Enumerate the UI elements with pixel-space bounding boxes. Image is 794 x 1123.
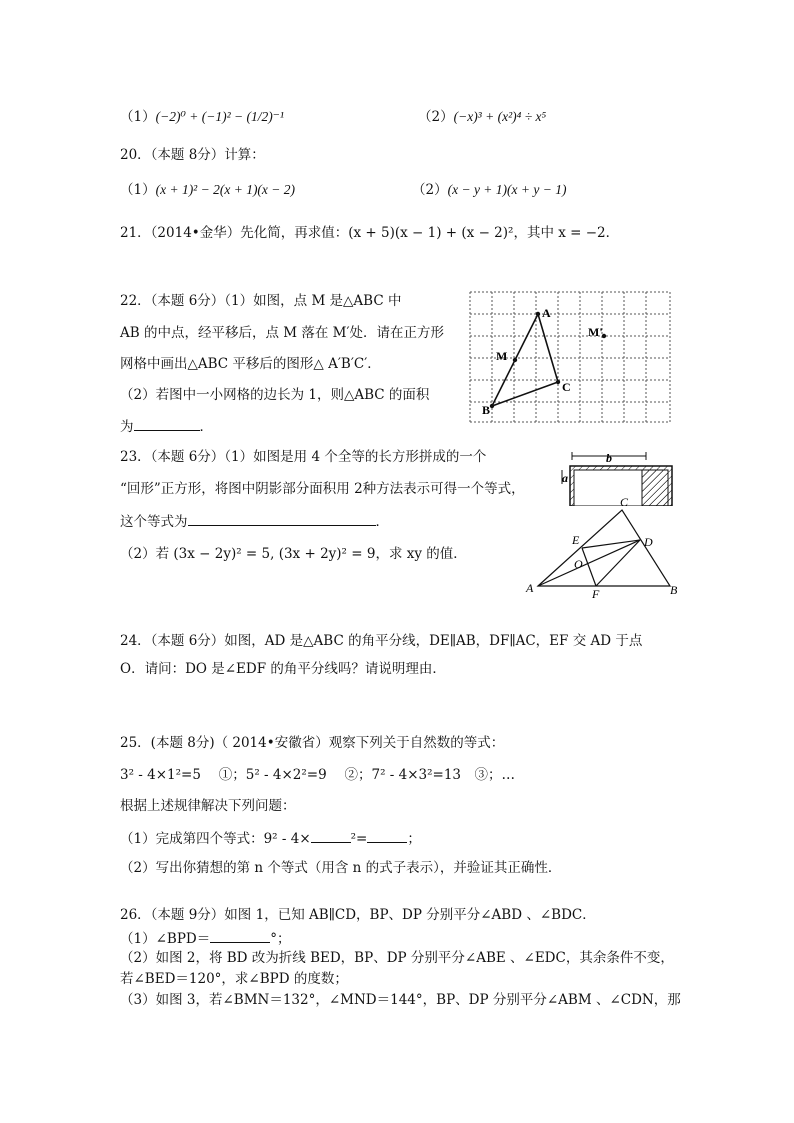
q20-part2 xyxy=(412,181,566,199)
q26-line5: （3）如图 3，若∠BMN＝132°，∠MND＝144°，BP、DP 分别平分∠ABM 、∠CDN，那 xyxy=(120,992,681,1008)
segment-df xyxy=(596,540,640,586)
q26-line2 xyxy=(120,928,290,948)
q26-line4: 若∠BED＝120°，求∠BPD 的度数； xyxy=(120,971,348,987)
q21-text: 21．（2014•金华）先化简，再求值：(x + 5)(x − 1) + (x − 2)²，其中 x = −2． xyxy=(120,225,620,241)
q22-line3: 网格中画出△ABC 平移后的图形△ A′B′C′． xyxy=(120,356,381,372)
q25-line2: 3² - 4×1²=5 ①；5² - 4×2²=9 ②；7² - 4×3²=13 ③；… xyxy=(120,767,516,783)
label-b: b xyxy=(606,451,612,465)
q23-line1: 23．（本题 6分）（1）如图是用 4 个全等的长方形拼成的一个 xyxy=(120,449,487,465)
q23-line3-end: ． xyxy=(375,514,389,530)
q26-line1: 26．（本题 9分）如图 1，已知 AB∥CD，BP、DP 分别平分∠ABD 、∠BDC． xyxy=(120,907,596,923)
q22-line1: 22．（本题 6分）（1）如图，点 M 是△ABC 中 xyxy=(120,293,402,309)
q22-answer-blank[interactable] xyxy=(134,416,200,431)
q20-part2-expression: (x − y + 1)(x + y − 1) xyxy=(447,182,567,197)
q24-line2: O．请问：DO 是∠EDF 的角平分线吗？请说明理由． xyxy=(120,661,446,677)
q19-part2 xyxy=(418,108,546,126)
label-a: A xyxy=(542,306,551,320)
label-d: D xyxy=(644,535,653,549)
q19-part1-expression: (−2)⁰ + (−1)² − (1/2)⁻¹ xyxy=(155,109,284,124)
q20-part1-label: （1） xyxy=(120,182,156,198)
q24-triangle-figure xyxy=(520,496,686,602)
label-a: A xyxy=(526,581,534,595)
q24-line1: 24．（本题 6分）如图，AD 是△ABC 的角平分线，DE∥AB，DF∥AC，EF 交 AD 于点 xyxy=(120,633,643,649)
q25-line5: （2）写出你猜想的第 n 个等式（用含 n 的式子表示），并验证其正确性． xyxy=(120,860,562,876)
label-m: M xyxy=(496,349,508,363)
point-a xyxy=(536,312,540,316)
label-o: O xyxy=(574,557,583,571)
q19-part1-label: （1） xyxy=(120,109,156,125)
q25-line3: 根据上述规律解决下列问题： xyxy=(120,798,296,814)
label-e: E xyxy=(572,533,580,547)
q25-blank-base[interactable] xyxy=(311,828,351,843)
label-a: a xyxy=(562,471,568,485)
point-m xyxy=(513,358,517,362)
q25-line4 xyxy=(120,828,421,848)
q22-line2: AB 的中点，经平移后，点 M 落在 M′处．请在正方形 xyxy=(120,325,445,341)
q25-line4-text-b: ²= xyxy=(350,831,368,847)
q25-line1: 25．(本题 8分)（ 2014•安徽省）观察下列关于自然数的等式： xyxy=(120,735,505,751)
label-f: F xyxy=(592,587,600,601)
q20-part1-expression: (x + 1)² − 2(x + 1)(x − 2) xyxy=(155,182,296,197)
q23-line3 xyxy=(120,511,389,531)
point-c xyxy=(556,380,560,384)
q26-line3: （2）如图 2，将 BD 改为折线 BED，BP、DP 分别平分∠ABE 、∠EDC，其余条件不变， xyxy=(120,950,674,966)
q19-part2-expression: (−x)³ + (x²)⁴ ÷ x⁵ xyxy=(453,109,547,124)
label-m-prime: M' xyxy=(588,325,603,339)
q23-answer-blank[interactable] xyxy=(188,511,376,526)
label-b: B xyxy=(670,583,678,597)
q25-line4-text-a: （1）完成第四个等式：9² - 4× xyxy=(120,831,311,847)
q26-answer-blank[interactable] xyxy=(210,928,270,943)
q22-line5 xyxy=(120,416,213,436)
point-b xyxy=(490,404,494,408)
label-b: B xyxy=(482,403,491,417)
segment-ef xyxy=(582,548,596,586)
q23-line4: （2）若 (3x − 2y)² = 5, (3x + 2y)² = 9，求 xy 的值． xyxy=(120,546,467,562)
q19-part2-label: （2） xyxy=(418,109,454,125)
label-c: C xyxy=(620,496,629,509)
q23-line3-text: 这个等式为 xyxy=(120,514,188,530)
q25-line4-text-c: ； xyxy=(407,831,421,847)
q23-line2: “回形”正方形，将图中阴影部分面积用 2种方法表示可得一个等式， xyxy=(120,481,525,497)
q20-part1 xyxy=(120,181,295,199)
q22-line5-end: ． xyxy=(199,419,213,435)
q20-part2-label: （2） xyxy=(412,182,448,198)
q25-blank-result[interactable] xyxy=(367,828,407,843)
q26-line2-text-b: °； xyxy=(270,931,291,947)
q22-line5-text: 为 xyxy=(120,419,134,435)
label-c: C xyxy=(562,380,571,394)
q26-line2-text-a: （1）∠BPD＝ xyxy=(120,931,211,947)
q19-part1 xyxy=(120,108,284,126)
q22-line4: （2）若图中一小网格的边长为 1，则△ABC 的面积 xyxy=(120,387,430,403)
q22-grid-figure xyxy=(468,290,674,424)
q20-title: 20．（本题 8分）计算： xyxy=(120,147,265,163)
